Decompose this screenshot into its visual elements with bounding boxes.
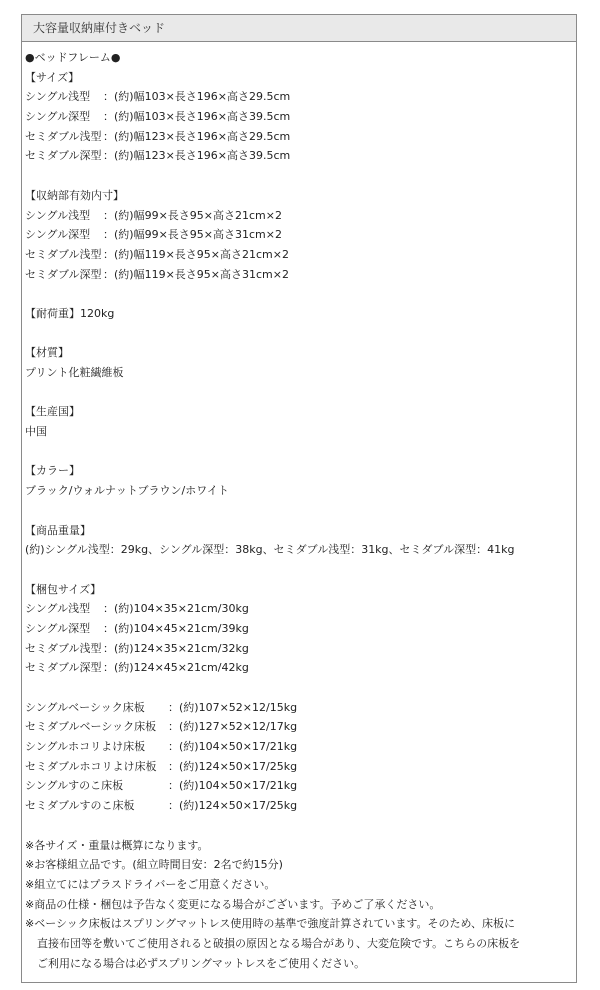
storage-value: ：(約)幅99×長さ95×高さ31cm×2	[103, 228, 282, 242]
storage-value: ：(約)幅119×長さ95×高さ31cm×2	[103, 267, 289, 281]
board-label: セミダブルベーシック床板	[25, 720, 157, 734]
load-capacity: 【耐荷重】120kg	[25, 306, 115, 320]
material-value: プリント化粧繊維板	[25, 366, 124, 379]
storage-label: セミダブル浅型	[25, 247, 102, 261]
storage-heading: 【収納部有効内寸】	[25, 188, 124, 202]
board-label: セミダブルすのこ床板	[25, 799, 135, 813]
weight-value: (約)シングル浅型：29kg、シングル深型：38kg、セミダブル浅型：31kg、セミダブル深型：41kg	[25, 543, 515, 557]
size-row	[25, 127, 570, 147]
package-label: セミダブル浅型	[25, 641, 102, 655]
size-row	[25, 146, 570, 166]
origin-heading: 【生産国】	[25, 405, 80, 419]
board-label: シングルベーシック床板	[25, 700, 145, 714]
board-row	[25, 776, 570, 796]
material-heading: 【材質】	[25, 346, 69, 360]
package-row	[25, 619, 570, 639]
board-label: シングルホコリよけ床板	[25, 740, 146, 754]
board-value: ：(約)104×50×17/21kg	[168, 779, 298, 793]
storage-row	[25, 225, 570, 245]
package-label: セミダブル深型	[25, 661, 102, 675]
board-row	[25, 717, 570, 737]
weight-heading: 【商品重量】	[25, 523, 91, 537]
board-value: ：(約)104×50×17/21kg	[168, 740, 298, 754]
package-row	[25, 658, 570, 678]
size-label: シングル浅型	[25, 90, 91, 104]
storage-row	[25, 265, 570, 285]
board-value: ：(約)124×50×17/25kg	[168, 759, 298, 773]
note-item: ご利用になる場合は必ずスプリングマットレスをご使用ください。	[37, 956, 366, 970]
storage-label: シングル深型	[25, 228, 91, 242]
board-value: ：(約)124×50×17/25kg	[168, 799, 298, 813]
origin-value: 中国	[25, 425, 47, 439]
board-row	[25, 737, 570, 757]
storage-row	[25, 206, 570, 226]
board-row	[25, 698, 570, 718]
board-label: セミダブルホコリよけ床板	[25, 759, 157, 773]
package-row	[25, 599, 570, 619]
size-value: ：(約)幅103×長さ196×高さ39.5cm	[103, 110, 291, 124]
package-row	[25, 639, 570, 659]
board-row	[25, 796, 570, 816]
note-item: ※商品の仕様・梱包は予告なく変更になる場合がございます。予めご了承ください。	[25, 897, 441, 911]
board-row	[25, 757, 570, 777]
board-label: シングルすのこ床板	[25, 779, 124, 793]
note-item: ※お客様組立品です。(組立時間目安：2名で約15分)	[25, 858, 283, 872]
size-heading: 【サイズ】	[25, 70, 80, 84]
size-row	[25, 87, 570, 107]
board-value: ：(約)127×52×12/17kg	[168, 720, 298, 734]
size-value: ：(約)幅103×長さ196×高さ29.5cm	[103, 90, 291, 104]
package-heading: 【梱包サイズ】	[25, 582, 102, 596]
storage-value: ：(約)幅99×長さ95×高さ21cm×2	[103, 208, 282, 222]
size-value: ：(約)幅123×長さ196×高さ29.5cm	[103, 129, 291, 143]
color-heading: 【カラー】	[25, 464, 80, 478]
note-item: 直接布団等を敷いてご使用されると破損の原因となる場合があり、大変危険です。こちらの床板を	[37, 936, 521, 950]
size-row	[25, 107, 570, 127]
storage-label: セミダブル深型	[25, 267, 102, 281]
package-value: ：(約)124×35×21cm/32kg	[103, 641, 249, 655]
page-title: 大容量収納庫付きベッド	[22, 15, 576, 42]
package-label: シングル浅型	[25, 602, 91, 616]
storage-row	[25, 245, 570, 265]
note-item: ※各サイズ・重量は概算になります。	[25, 838, 209, 852]
package-label: シングル深型	[25, 621, 91, 635]
size-value: ：(約)幅123×長さ196×高さ39.5cm	[103, 149, 291, 163]
storage-label: シングル浅型	[25, 208, 91, 222]
size-label: セミダブル浅型	[25, 129, 102, 143]
color-value: ブラック/ウォルナットブラウン/ホワイト	[25, 484, 229, 498]
frame-heading: ●ベッドフレーム●	[25, 51, 121, 64]
package-value: ：(約)104×45×21cm/39kg	[103, 621, 249, 635]
storage-value: ：(約)幅119×長さ95×高さ21cm×2	[103, 247, 289, 261]
package-value: ：(約)124×45×21cm/42kg	[103, 661, 249, 675]
spec-content	[25, 48, 570, 973]
package-value: ：(約)104×35×21cm/30kg	[103, 602, 249, 616]
size-label: セミダブル深型	[25, 149, 102, 163]
note-item: ※ベーシック床板はスプリングマットレス使用時の基準で強度計算されています。そのため、床板に	[25, 917, 516, 931]
note-item: ※組立てにはプラスドライバーをご用意ください。	[25, 877, 276, 891]
board-value: ：(約)107×52×12/15kg	[168, 700, 298, 714]
size-label: シングル深型	[25, 110, 91, 124]
